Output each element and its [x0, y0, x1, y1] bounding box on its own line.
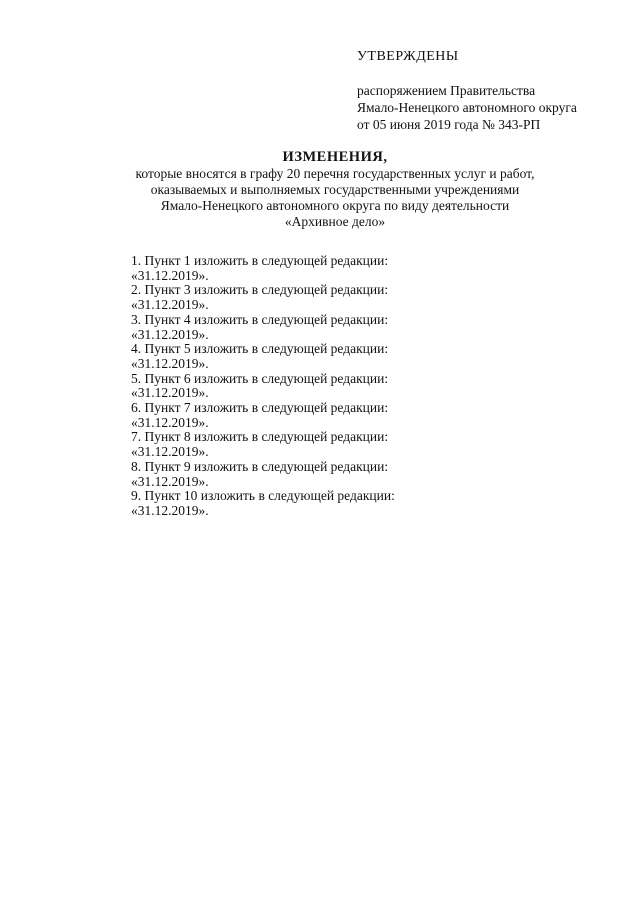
approval-line-1: распоряжением Правительства — [357, 83, 536, 98]
heading-line-3: Ямало-Ненецкого автономного округа по виду деятельности — [160, 198, 510, 213]
amendment-item — [131, 430, 551, 459]
amendment-item — [131, 401, 551, 430]
amendment-list — [131, 254, 551, 519]
document-title: ИЗМЕНЕНИЯ, — [282, 149, 388, 165]
amendment-text: 9. Пункт 10 изложить в следующей редакции: — [131, 488, 395, 504]
approval-block — [357, 48, 627, 133]
amendment-value: «31.12.2019». — [131, 326, 209, 342]
amendment-text: 1. Пункт 1 изложить в следующей редакции: — [131, 253, 389, 268]
heading-line-4: «Архивное дело» — [284, 214, 386, 229]
amendment-value: «31.12.2019». — [131, 267, 209, 283]
amendment-text: 2. Пункт 3 изложить в следующей редакции: — [131, 282, 389, 298]
approval-line-2: Ямало-Ненецкого автономного округа — [357, 100, 577, 115]
amendment-item — [131, 489, 551, 518]
amendment-text: 4. Пункт 5 изложить в следующей редакции: — [131, 341, 389, 357]
amendment-value: «31.12.2019». — [131, 297, 209, 313]
amendment-text: 3. Пункт 4 изложить в следующей редакции: — [131, 311, 389, 327]
amendment-item — [131, 342, 551, 371]
heading-line-2: оказываемых и выполняемых государственными учреждениями — [150, 182, 520, 197]
approved-label: УТВЕРЖДЕНЫ — [357, 49, 459, 64]
amendment-item — [131, 283, 551, 312]
amendment-value: «31.12.2019». — [131, 385, 209, 401]
amendment-text: 5. Пункт 6 изложить в следующей редакции: — [131, 370, 389, 386]
amendment-item — [131, 313, 551, 342]
amendment-value: «31.12.2019». — [131, 414, 209, 430]
document-heading — [90, 149, 580, 230]
approval-line-3: от 05 июня 2019 года № 343-РП — [357, 117, 541, 132]
heading-line-1: которые вносятся в графу 20 перечня государственных услуг и работ, — [135, 166, 535, 181]
amendment-text: 8. Пункт 9 изложить в следующей редакции: — [131, 458, 389, 474]
amendment-text: 7. Пункт 8 изложить в следующей редакции: — [131, 429, 389, 445]
amendment-item — [131, 372, 551, 401]
amendment-value: «31.12.2019». — [131, 502, 209, 518]
amendment-item — [131, 254, 551, 283]
amendment-value: «31.12.2019». — [131, 355, 209, 371]
amendment-value: «31.12.2019». — [131, 473, 209, 489]
amendment-item — [131, 460, 551, 489]
amendment-value: «31.12.2019». — [131, 444, 209, 460]
amendment-text: 6. Пункт 7 изложить в следующей редакции: — [131, 400, 389, 416]
